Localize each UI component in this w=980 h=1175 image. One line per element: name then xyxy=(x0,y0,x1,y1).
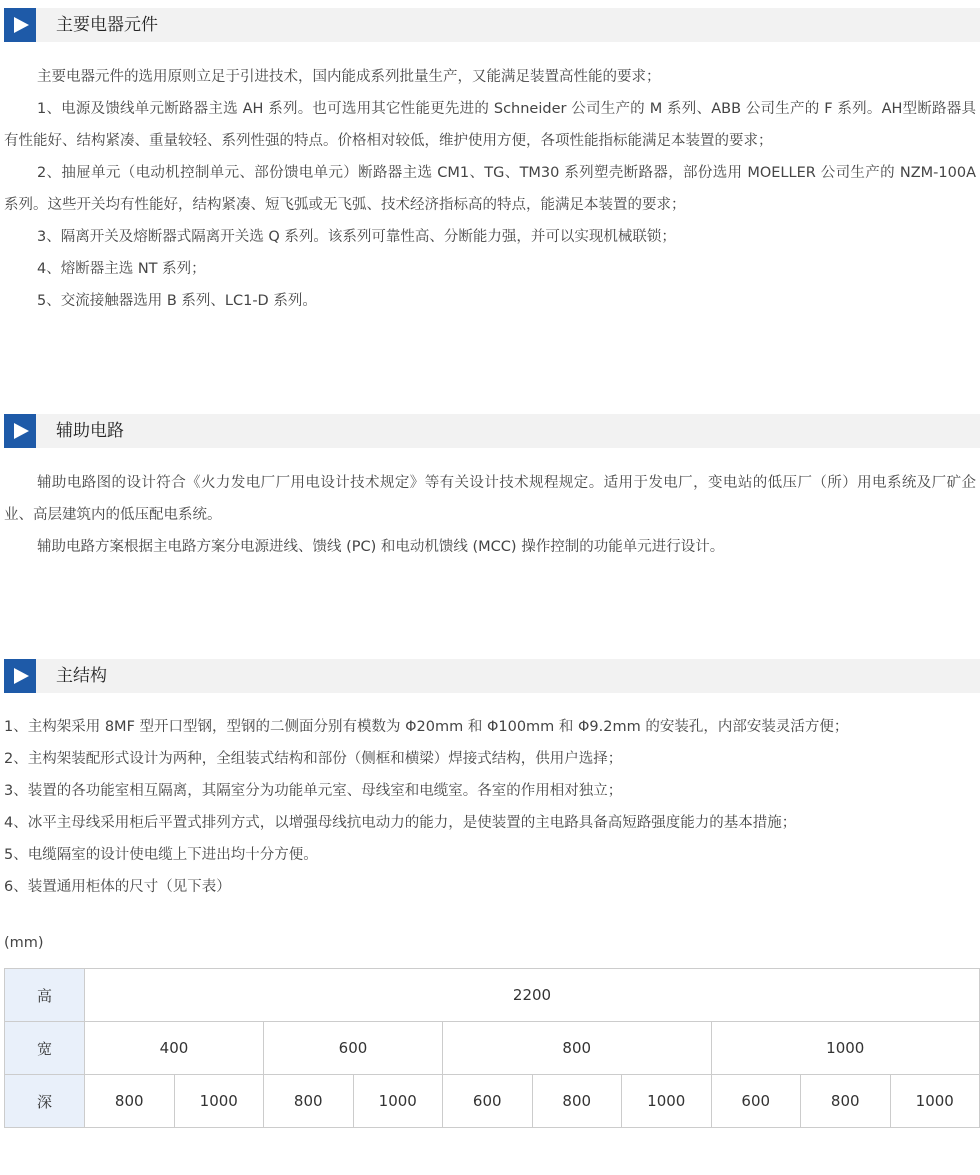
row-header-height: 高 xyxy=(5,969,85,1022)
height-value-cell: 2200 xyxy=(85,969,980,1022)
section-header-auxiliary-circuit xyxy=(4,414,980,448)
paragraph: 4、冰平主母线采用柜后平置式排列方式，以增强母线抗电动力的能力，是使装置的主电路具备高短路强度能力的基本措施； xyxy=(4,815,797,831)
depth-cell: 800 xyxy=(264,1075,354,1128)
paragraph: 5、电缆隔室的设计使电缆上下进出均十分方便。 xyxy=(4,847,318,863)
play-arrow-icon xyxy=(4,8,36,42)
paragraph: 2、抽屉单元（电动机控制单元、部份馈电单元）断路器主选 CM1、TG、TM30 系列塑壳断路器，部份选用 MOELLER 公司生产的 NZM-100A 系列。这些开关均有性能好，结构紧凑、短飞弧或无飞弧、技术经济指标高的特点，能满足本装置的要求； xyxy=(4,165,976,213)
play-arrow-icon xyxy=(4,659,36,693)
width-cell: 400 xyxy=(85,1022,264,1075)
width-cell: 800 xyxy=(443,1022,712,1075)
depth-cell: 800 xyxy=(532,1075,622,1128)
section-body-auxiliary-circuit xyxy=(4,467,976,563)
paragraph: 1、电源及馈线单元断路器主选 AH 系列。也可选用其它性能更先进的 Schneider 公司生产的 M 系列、ABB 公司生产的 F 系列。AH型断路器具有性能好、结构紧凑、重量较轻、系列性强的特点。价格相对较低，维护使用方便，各项性能指标能满足本装置的要求； xyxy=(4,101,976,149)
paragraph: 4、熔断器主选 NT 系列； xyxy=(37,261,206,277)
section-title: 辅助电路 xyxy=(56,421,124,441)
section-title: 主要电器元件 xyxy=(56,15,158,35)
paragraph: 6、装置通用柜体的尺寸（见下表） xyxy=(4,879,231,895)
section-header-main-structure xyxy=(4,659,980,693)
paragraph: 2、主构架装配形式设计为两种，全组装式结构和部份（侧框和横梁）焊接式结构，供用户选择； xyxy=(4,751,623,767)
section-header-main-components xyxy=(4,8,980,42)
depth-cell: 800 xyxy=(801,1075,891,1128)
table-unit-label: (mm) xyxy=(4,935,44,951)
table-row-width xyxy=(5,1022,980,1075)
paragraph: 辅助电路图的设计符合《火力发电厂厂用电设计技术规定》等有关设计技术规程规定。适用于发电厂，变电站的低压厂（所）用电系统及厂矿企业、高层建筑内的低压配电系统。 xyxy=(4,475,976,523)
width-cell: 600 xyxy=(264,1022,443,1075)
section-title: 主结构 xyxy=(56,666,107,686)
table-row-depth xyxy=(5,1075,980,1128)
section-body-main-components xyxy=(4,61,976,317)
paragraph: 辅助电路方案根据主电路方案分电源进线、馈线 (PC) 和电动机馈线 (MCC) 操作控制的功能单元进行设计。 xyxy=(37,539,725,555)
paragraph: 3、隔离开关及熔断器式隔离开关选 Q 系列。该系列可靠性高、分断能力强，并可以实现机械联锁； xyxy=(37,229,676,245)
row-header-width: 宽 xyxy=(5,1022,85,1075)
paragraph: 5、交流接触器选用 B 系列、LC1-D 系列。 xyxy=(37,293,317,309)
depth-cell: 1000 xyxy=(622,1075,712,1128)
width-cell: 1000 xyxy=(711,1022,980,1075)
row-header-depth: 深 xyxy=(5,1075,85,1128)
paragraph: 3、装置的各功能室相互隔离，其隔室分为功能单元室、母线室和电缆室。各室的作用相对独立； xyxy=(4,783,623,799)
depth-cell: 1000 xyxy=(353,1075,443,1128)
depth-cell: 800 xyxy=(85,1075,175,1128)
depth-cell: 1000 xyxy=(174,1075,264,1128)
section-body-main-structure xyxy=(4,711,976,903)
play-arrow-icon xyxy=(4,414,36,448)
paragraph: 1、主构架采用 8MF 型开口型钢，型钢的二侧面分别有模数为 Φ20mm 和 Φ100mm 和 Φ9.2mm 的安装孔，内部安装灵活方便； xyxy=(4,719,849,735)
depth-cell: 600 xyxy=(711,1075,801,1128)
paragraph: 主要电器元件的选用原则立足于引进技术，国内能成系列批量生产，又能满足装置高性能的要求； xyxy=(37,69,661,85)
table-row-height xyxy=(5,969,980,1022)
depth-cell: 1000 xyxy=(890,1075,980,1128)
depth-cell: 600 xyxy=(443,1075,533,1128)
cabinet-dimensions-table xyxy=(4,968,980,1128)
